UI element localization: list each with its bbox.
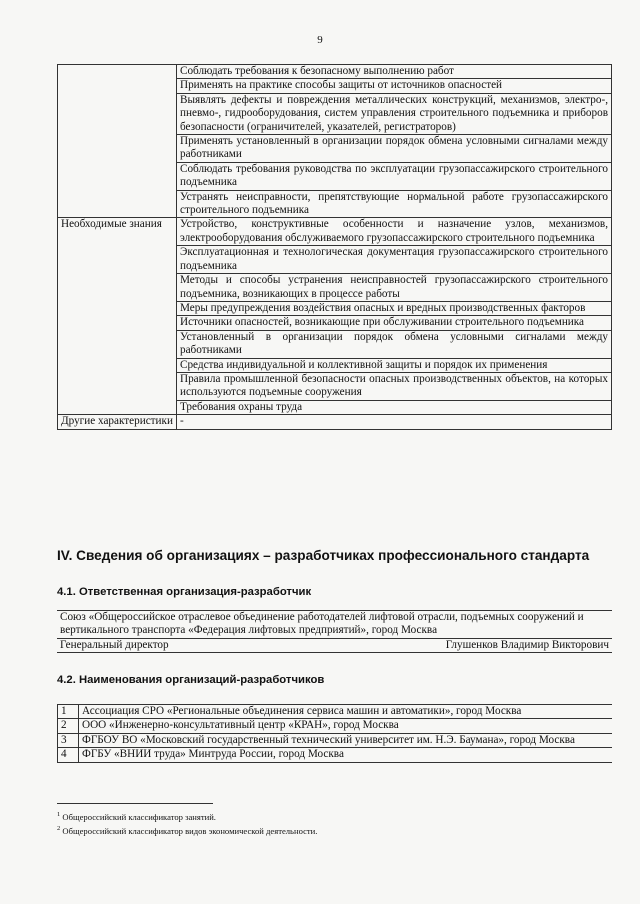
footnotes (57, 809, 617, 838)
developers-table (57, 704, 612, 763)
knowledge-item: Источники опасностей, возникающие при обслуживании строительного подъемника (177, 316, 612, 330)
knowledge-item: Устройство, конструктивные особенности и назначение узлов, механизмов, электрооборудования обслуживаемого грузопассажирского строительного подъемника (177, 218, 612, 246)
footnote (57, 823, 617, 837)
other-characteristics-label: Другие характеристики (58, 415, 177, 429)
knowledge-item: Эксплуатационная и технологическая документация грузопассажирского строительного подъемника (177, 246, 612, 274)
developer-number: 1 (58, 705, 79, 719)
table-row (58, 748, 613, 762)
skills-label-cell (58, 65, 177, 218)
developer-name: ФГБОУ ВО «Московский государственный технический университет им. Н.Э. Баумана», город Москва (79, 733, 613, 747)
skill-item: Применять установленный в организации порядок обмена условными сигналами между работниками (177, 135, 612, 163)
skill-item: Применять на практике способы защиты от источников опасностей (177, 79, 612, 93)
table-row (58, 719, 613, 733)
section-heading: IV. Сведения об организациях – разработчиках профессионального стандарта (57, 548, 590, 563)
other-characteristics-value: - (177, 415, 612, 429)
responsible-org-name: Союз «Общероссийское отраслевое объединение работодателей лифтовой отрасли, подъемных сооружений и вертикального транспорта «Федерация лифтовых предприятий», город Москва (57, 611, 612, 639)
knowledge-item: Требования охраны труда (177, 400, 612, 414)
footnote-mark: 1 (57, 811, 61, 818)
knowledge-item: Правила промышленной безопасности опасных производственных объектов, на которых используются подъемные сооружения (177, 372, 612, 400)
table-row (57, 611, 612, 639)
table-row (58, 218, 612, 246)
developer-number: 3 (58, 733, 79, 747)
table-row (58, 415, 612, 429)
skill-item: Устранять неисправности, препятствующие нормальной работе грузопассажирского строительного подъемника (177, 190, 612, 218)
table-row (58, 733, 613, 747)
developers-heading: 4.2. Наименования организаций-разработчиков (57, 674, 325, 686)
footnote-text: Общероссийский классификатор занятий. (62, 811, 216, 822)
skill-item: Соблюдать требования руководства по эксплуатации грузопассажирского строительного подъемника (177, 162, 612, 190)
developer-name: Ассоциация СРО «Региональные объединения сервиса машин и автоматики», город Москва (79, 705, 613, 719)
footnote-text: Общероссийский классификатор видов экономической деятельности. (62, 826, 318, 837)
knowledge-item: Установленный в организации порядок обмена условными сигналами между работниками (177, 330, 612, 358)
knowledge-label: Необходимые знания (58, 218, 177, 415)
knowledge-item: Меры предупреждения воздействия опасных и вредных производственных факторов (177, 301, 612, 315)
director-title: Генеральный директор (60, 638, 169, 651)
knowledge-item: Средства индивидуальной и коллективной защиты и порядок их применения (177, 358, 612, 372)
table-row (58, 705, 613, 719)
developer-number: 2 (58, 719, 79, 733)
developer-name: ФГБУ «ВНИИ труда» Минтруда России, город Москва (79, 748, 613, 762)
footnote-divider (57, 803, 213, 804)
knowledge-item: Методы и способы устранения неисправностей грузопассажирского строительного подъемника, возникающих в процессе работы (177, 274, 612, 302)
responsible-org-table (57, 610, 612, 653)
table-row (58, 65, 612, 79)
footnote-mark: 2 (57, 825, 61, 833)
requirements-table (57, 64, 612, 430)
developer-name: ООО «Инженерно-консультативный центр «КРАН», город Москва (79, 719, 613, 733)
footnote (57, 809, 617, 823)
director-name: Глушенков Владимир Викторович (445, 638, 609, 651)
responsible-org-heading: 4.1. Ответственная организация-разработчик (57, 586, 312, 598)
page-number: 9 (317, 34, 323, 46)
skill-item: Соблюдать требования к безопасному выполнению работ (177, 65, 612, 79)
developer-number: 4 (58, 748, 79, 762)
director-row (57, 638, 612, 652)
skill-item: Выявлять дефекты и повреждения металлических конструкций, механизмов, электро-, пневмо-, гидрооборудования, систем управления строительного подъемника и приборов безопасности (ограничителей, указателей, регистраторов) (177, 93, 612, 134)
table-row (57, 638, 612, 652)
